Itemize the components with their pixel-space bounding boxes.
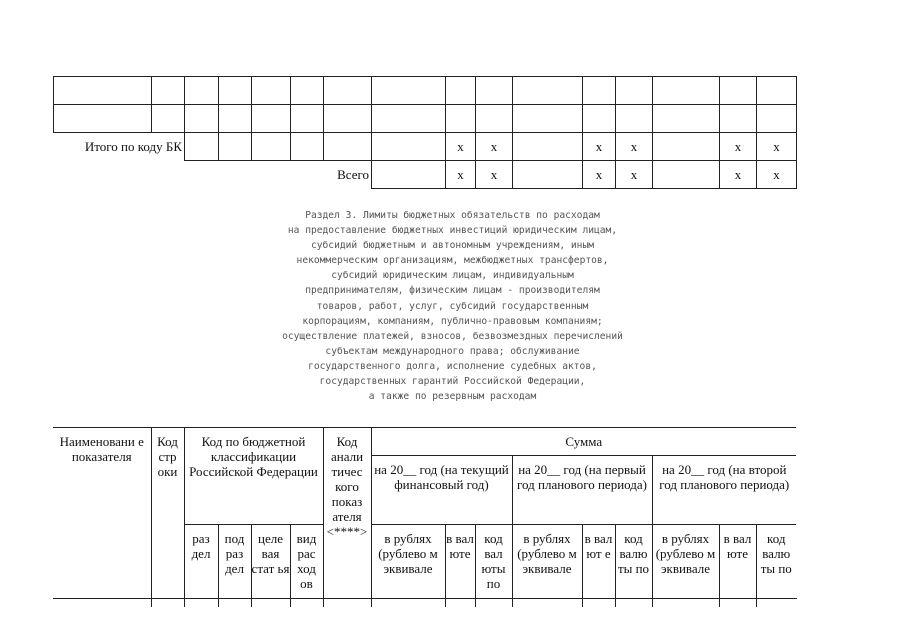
section-code-header: раз дел bbox=[184, 525, 218, 608]
section-title-line: корпорациям, компаниям, публично-правовым компаниям; bbox=[302, 315, 603, 327]
period-second-plan-header: на 20__ год (на второй год планового периода) bbox=[652, 456, 796, 525]
section-title bbox=[245, 208, 660, 404]
section-title-line: предпринимателям, физическим лицам - производителям bbox=[305, 285, 600, 297]
limits-table-continuation bbox=[53, 76, 797, 189]
total-bk-row bbox=[54, 133, 797, 161]
section-title-line: а также по резервным расходам bbox=[368, 391, 537, 403]
row-code-header: Код стр оки bbox=[151, 428, 184, 608]
x-mark: х bbox=[476, 133, 513, 161]
target-item-header: целе вая стат ья bbox=[251, 525, 290, 608]
expense-type-header: вид рас ход ов bbox=[290, 525, 323, 608]
total-row bbox=[54, 161, 797, 189]
section-title-line: государственных гарантий Российской Федерации, bbox=[319, 376, 586, 388]
x-mark: х bbox=[476, 161, 513, 189]
section-title-line: субъектам международного права; обслуживание bbox=[325, 345, 580, 357]
indicator-name-header: Наименовани е показателя bbox=[53, 428, 151, 608]
period-current-header: на 20__ год (на текущий финансовый год) bbox=[371, 456, 512, 525]
x-mark: х bbox=[616, 161, 653, 189]
x-mark: х bbox=[446, 133, 476, 161]
x-mark: х bbox=[757, 133, 797, 161]
section-title-line: Раздел 3. Лимиты бюджетных обязательств по расходам bbox=[305, 210, 600, 221]
rub-amount-header: в рублях (рублево м эквивале bbox=[512, 525, 582, 608]
x-mark: х bbox=[616, 133, 653, 161]
subsection-code-header: под раз дел bbox=[218, 525, 251, 608]
section-title-line: государственного долга, исполнение судебных актов, bbox=[308, 360, 597, 372]
table-bottom-rule bbox=[53, 598, 797, 599]
currency-amount-header: в вал юте bbox=[445, 525, 475, 608]
x-mark: х bbox=[583, 161, 616, 189]
section-title-line: субсидий юридическим лицам, индивидуальным bbox=[331, 270, 574, 282]
x-mark: х bbox=[720, 133, 757, 161]
currency-amount-header: в вал ют е bbox=[582, 525, 615, 608]
section-title-line: субсидий бюджетным и автономным учреждениям, иным bbox=[310, 240, 595, 252]
budget-code-header: Код по бюджетной классификации Российской Федерации bbox=[184, 428, 323, 525]
currency-code-header: код вал юты по bbox=[475, 525, 512, 608]
table-row bbox=[54, 105, 797, 133]
period-first-plan-header: на 20__ год (на первый год планового периода) bbox=[512, 456, 652, 525]
section-title-line: осуществление платежей, взносов, безвозмездных перечислений bbox=[282, 330, 623, 342]
x-mark: х bbox=[446, 161, 476, 189]
total-bk-label: Итого по коду БК bbox=[84, 139, 182, 155]
x-mark: х bbox=[757, 161, 797, 189]
table-cell bbox=[54, 77, 152, 105]
currency-amount-header: в вал юте bbox=[719, 525, 756, 608]
analytic-code-header: Код анали тичес кого показ ателя <****> bbox=[323, 428, 371, 608]
section-title-line: на предоставление бюджетных инвестиций юридическим лицам, bbox=[287, 225, 618, 237]
currency-code-header: код валю ты по bbox=[756, 525, 796, 608]
total-label: Всего bbox=[337, 167, 369, 183]
x-mark: х bbox=[583, 133, 616, 161]
header-row bbox=[53, 428, 796, 456]
section-title-line: некоммерческим организациям, межбюджетных трансфертов, bbox=[296, 255, 609, 267]
section-title-line: товаров, работ, услуг, субсидий государственным bbox=[316, 300, 589, 312]
table-row bbox=[54, 77, 797, 105]
rub-amount-header: в рублях (рублево м эквивале bbox=[652, 525, 719, 608]
rub-amount-header: в рублях (рублево м эквивале bbox=[371, 525, 445, 608]
x-mark: х bbox=[720, 161, 757, 189]
limits-table-header bbox=[53, 427, 796, 607]
sum-header: Сумма bbox=[371, 428, 796, 456]
currency-code-header: код валю ты по bbox=[615, 525, 652, 608]
